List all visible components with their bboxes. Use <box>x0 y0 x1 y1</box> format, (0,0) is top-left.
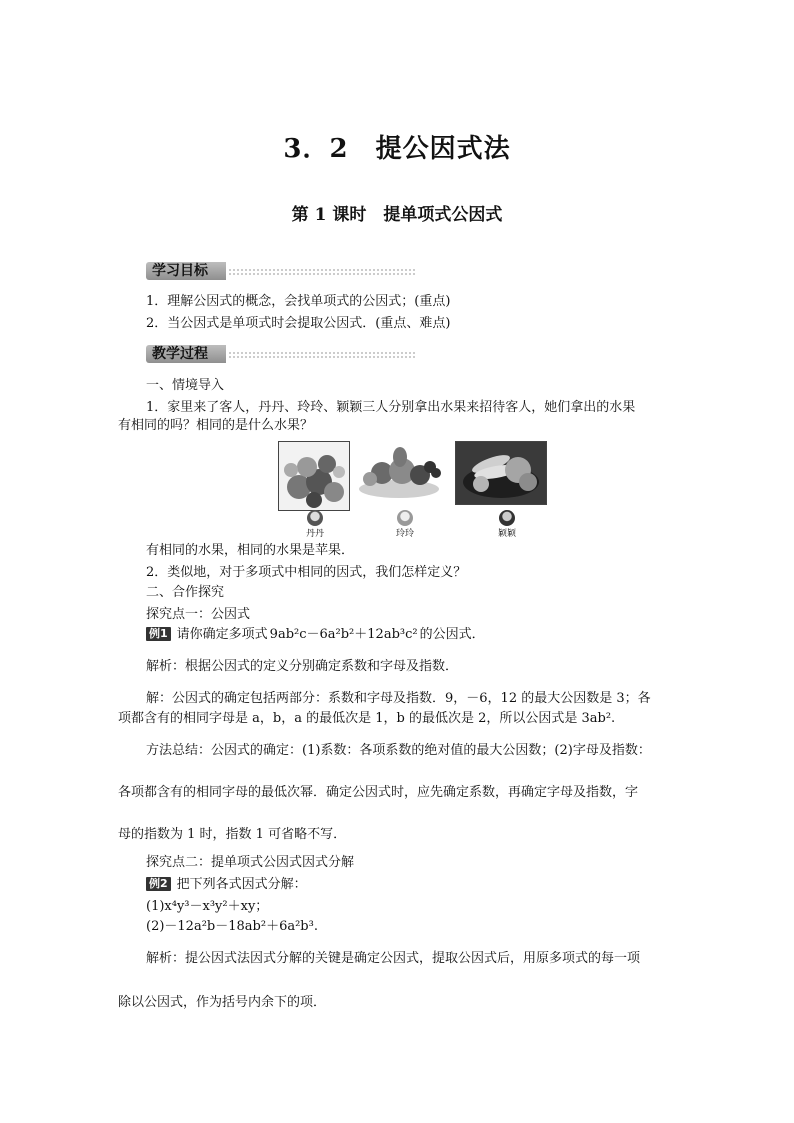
fruit-photo-yingying <box>455 441 547 505</box>
explore-point-1: 探究点一：公因式 <box>146 607 251 622</box>
example-2 <box>146 874 307 896</box>
page-title: 3．2 提公因式法 <box>283 134 511 164</box>
avatar <box>499 510 515 526</box>
analysis-2-line-1: 解析：提公因式法因式分解的关键是确定公因式，提取公因式后，用原多项式的每一项 <box>146 951 641 966</box>
fruit-photo-lingling <box>352 441 447 503</box>
lesson-subtitle: 第 1 课时 提单项式公因式 <box>291 205 503 225</box>
section-divider <box>228 268 416 275</box>
section-divider <box>228 351 416 358</box>
avatar <box>397 510 413 526</box>
question-2: 2．类似地，对于多项式中相同的因式，我们怎样定义？ <box>146 565 467 580</box>
example-1-text: 请你确定多项式 <box>176 627 268 642</box>
example-badge: 例1 <box>146 627 171 641</box>
explore-point-2: 探究点二：提单项式公因式因式分解 <box>146 855 355 870</box>
example-1-expression: 9ab²c－6a²b²＋12ab³c² <box>269 627 418 642</box>
section-header-process <box>146 345 416 363</box>
example-1 <box>146 624 485 646</box>
explore-heading: 二、合作探究 <box>146 585 225 600</box>
example-badge: 例2 <box>146 877 171 891</box>
solution-1-line-1: 解：公因式的确定包括两部分：系数和字母及指数．9，－6，12 的最大公因数是 3；各 <box>146 691 651 706</box>
question-1-line-1: 1．家里来了客人，丹丹、玲玲、颖颖三人分别拿出水果来招待客人，她们拿出的水果 <box>146 400 636 415</box>
section-title-process: 教学过程 <box>152 346 208 362</box>
section-header-objectives <box>146 262 416 280</box>
example-1-tail: 的公因式． <box>419 627 485 642</box>
method-summary-line-1: 方法总结：公因式的确定：(1)系数：各项系数的绝对值的最大公因数；(2)字母及指数： <box>146 743 651 758</box>
analysis-1: 解析：根据公因式的定义分别确定系数和字母及指数． <box>146 659 459 674</box>
objective-item: 1．理解公因式的概念，会找单项式的公因式；(重点) <box>146 294 451 309</box>
person-yingying <box>492 510 522 539</box>
person-lingling <box>390 510 420 539</box>
section-title-objectives: 学习目标 <box>152 263 208 279</box>
example-2-text: 把下列各式因式分解： <box>176 877 307 892</box>
caption-lingling: 玲玲 <box>395 529 414 539</box>
method-summary-line-3: 母的指数为 1 时，指数 1 可省略不写． <box>118 827 347 842</box>
fruit-pile-icon <box>279 442 349 510</box>
analysis-2-line-2: 除以公因式，作为括号内余下的项． <box>118 995 327 1010</box>
question-1-line-2: 有相同的吗？相同的是什么水果？ <box>118 418 314 433</box>
answer-text: 有相同的水果，相同的水果是苹果． <box>146 543 355 558</box>
fruit-photo-dandan <box>278 441 350 511</box>
intro-heading: 一、情境导入 <box>146 378 225 393</box>
person-dandan <box>300 510 330 539</box>
example-2-item-1: (1)x⁴y³－x³y²＋xy； <box>146 899 269 914</box>
method-summary-line-2: 各项都含有的相同字母的最低次幂．确定公因式时，应先确定系数，再确定字母及指数，字 <box>118 785 639 800</box>
caption-dandan: 丹丹 <box>305 529 324 539</box>
fruit-plate-icon <box>456 442 546 504</box>
fruit-bowl-icon <box>352 441 447 503</box>
caption-yingying: 颖颖 <box>497 529 516 539</box>
solution-1-line-2: 项都含有的相同字母是 a，b，a 的最低次是 1，b 的最低次是 2，所以公因式是 3ab². <box>118 711 616 726</box>
objective-item: 2．当公因式是单项式时会提取公因式．(重点、难点) <box>146 316 451 331</box>
example-2-item-2: (2)－12a²b－18ab²＋6a²b³. <box>146 919 318 934</box>
avatar <box>307 510 323 526</box>
